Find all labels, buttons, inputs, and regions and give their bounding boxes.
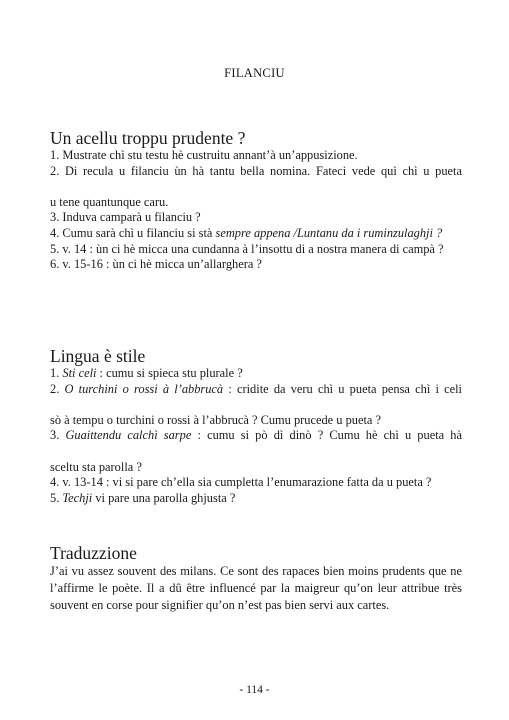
question-4: 4. v. 13-14 : vi si pare ch’ella sia cumpletta l’enumarazione fatta da u pueta ?	[50, 475, 432, 490]
section-language-style	[50, 346, 462, 506]
question-list	[50, 148, 462, 273]
question-3-line-2: sceltu sta parolla ?	[50, 459, 142, 474]
question-text: : cumu si pò dì dinò ? Cumu hè chì u pueta hà	[191, 428, 462, 443]
question-2-line-2: u tene quantunque caru.	[50, 194, 169, 209]
question-3-line-1	[50, 428, 462, 459]
question-2-line-2: sò à tempu o turchini o rossi à l’abbrucà ? Cumu prucede u pueta ?	[50, 412, 382, 427]
question-number: 2.	[50, 381, 65, 396]
question-text: : cumu si spieca stu plurale ?	[96, 366, 243, 380]
question-6: 6. v. 15-16 : ùn ci hè micca un’allarghera ?	[50, 257, 262, 272]
section-translation	[50, 543, 462, 614]
question-number: 3.	[50, 428, 66, 443]
question-number: 5.	[50, 490, 63, 505]
question-quote: Techji	[62, 490, 93, 505]
question-text: : cridite da veru chì u pueta pensa chì i celi	[223, 381, 462, 396]
question-3: 3. Induva camparà u filanciu ?	[50, 210, 201, 225]
question-4-quote: sempre appena /Luntanu da i ruminzulaghji ?	[215, 225, 443, 240]
question-quote: Sti celi	[62, 366, 97, 380]
section-prudent-bird	[50, 128, 462, 273]
question-4-text: 4. Cumu sarà chì u filanciu si stà	[50, 225, 216, 240]
question-2-line-1	[50, 382, 462, 413]
section-heading: Un acellu troppu prudente ?	[50, 128, 246, 148]
question-text: vi pare una parolla ghjusta ?	[92, 490, 236, 505]
question-2-line-1: 2. Di recula u filanciu ùn hà tantu bella nomina. Fateci vede quì chì u pueta	[50, 163, 462, 178]
translation-paragraph: J’ai vu assez souvent des milans. Ce sont des rapaces bien moins prudents que ne l’affirme le poète. Il a dû être influencé par la maigreur qu’on leur attribue très souvent en corse pour signifier qu’on n’est pas bien servi aux cartes.	[50, 564, 462, 612]
page-number: - 114 -	[239, 684, 270, 696]
section-heading: Traduzzione	[50, 543, 137, 563]
question-list	[50, 366, 462, 506]
question-4	[50, 226, 462, 242]
question-5	[50, 491, 462, 507]
question-5: 5. v. 14 : ùn ci hè micca una cundanna à l’insottu di a nostra manera di campà ?	[50, 241, 444, 256]
question-quote: O turchini o rossi à l’abbrucà	[64, 381, 224, 396]
question-1: 1. Mustrate chì stu testu hè custruitu annant’à un’appusizione.	[50, 148, 358, 162]
section-heading: Lingua è stile	[50, 346, 146, 366]
running-header: FILANCIU	[224, 66, 285, 80]
question-number: 1.	[50, 366, 63, 380]
question-quote: Guaittendu calchì sarpe	[65, 428, 192, 443]
question-1	[50, 366, 462, 382]
